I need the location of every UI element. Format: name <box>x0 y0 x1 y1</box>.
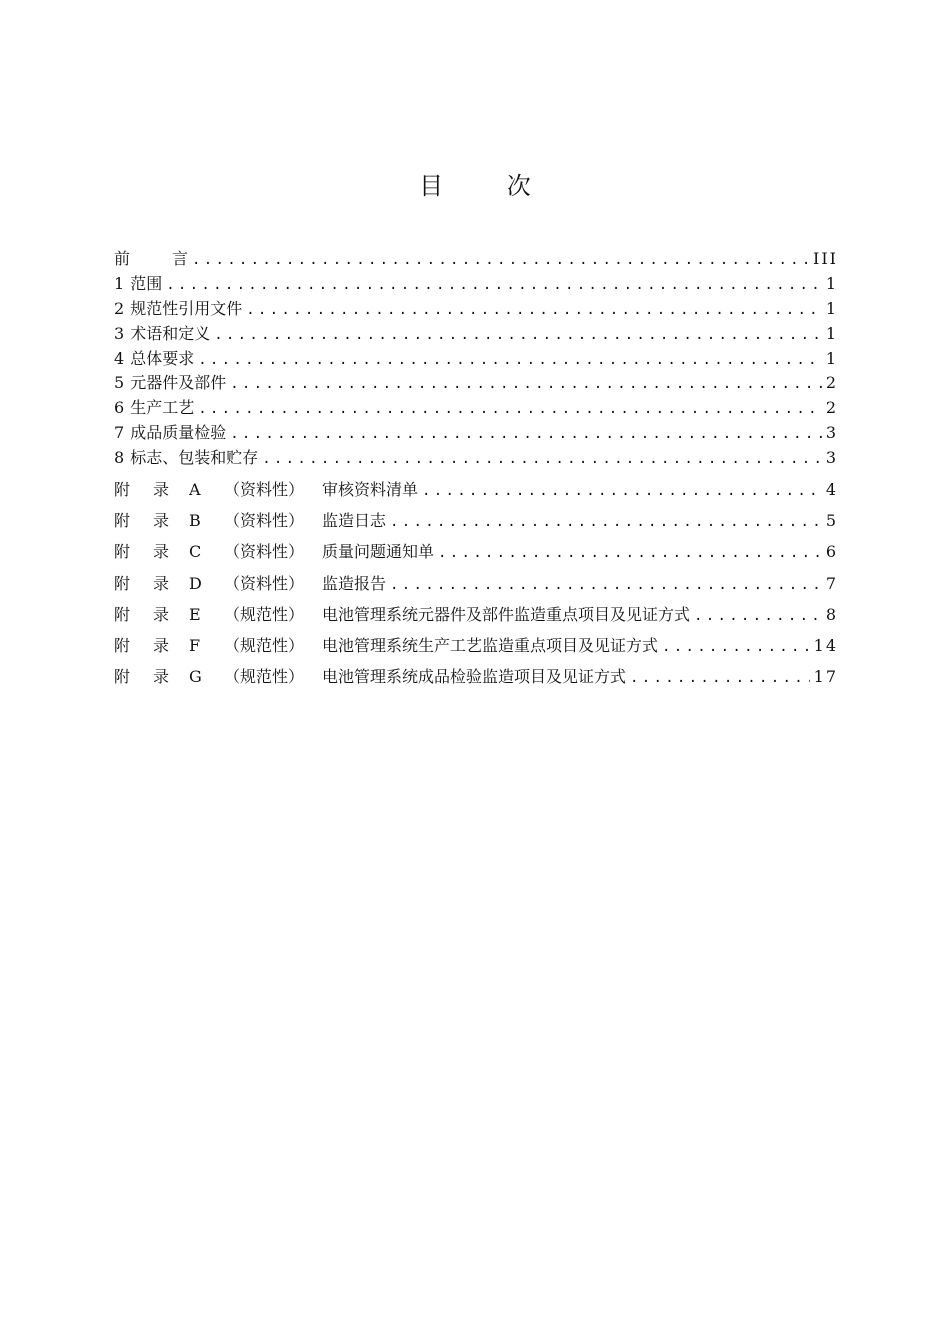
toc-entry-page: 5 <box>825 511 838 531</box>
appendix-word-2: 录 <box>153 635 170 655</box>
toc-entry-label: 监造日志 <box>322 511 387 531</box>
toc-entry-page: 1 <box>825 323 838 343</box>
toc-entry-label: 监造报告 <box>322 573 387 593</box>
toc-entry-chapter[interactable] <box>114 272 838 297</box>
toc-entry-number: 3 <box>114 323 125 343</box>
toc-entry-number: 6 <box>114 398 125 418</box>
toc-entry-appendix[interactable] <box>114 572 838 603</box>
toc-entry-label: 生产工艺 <box>130 398 195 418</box>
toc-entry-page: 17 <box>813 667 838 687</box>
appendix-prefix <box>114 509 322 533</box>
toc-entry-label: 质量问题通知单 <box>322 542 435 562</box>
appendix-type: （规范性） <box>224 667 305 687</box>
toc-entry-number: 8 <box>114 448 125 468</box>
toc-entry-page: 8 <box>825 604 838 624</box>
toc-entry-appendix[interactable] <box>114 665 838 696</box>
toc-entry-number: 4 <box>114 348 125 368</box>
toc-entry-label: 电池管理系统成品检验监造项目及见证方式 <box>322 667 627 687</box>
toc-entry-page: III <box>813 249 838 268</box>
toc-entry-page: 1 <box>825 348 838 368</box>
dot-leader <box>630 666 810 690</box>
dot-leader <box>198 348 822 372</box>
toc-entry-chapter[interactable] <box>114 446 838 471</box>
appendix-letter: C <box>189 542 202 562</box>
toc-entry-foreword[interactable] <box>114 247 838 272</box>
appendix-word-1: 附 <box>114 480 131 500</box>
dot-leader <box>230 372 822 396</box>
appendix-letter: B <box>189 511 201 531</box>
appendix-type: （规范性） <box>224 635 305 655</box>
foreword-char-2: 言 <box>172 249 189 268</box>
dot-leader <box>166 273 822 297</box>
toc-entry-number: 7 <box>114 423 125 443</box>
appendix-letter: G <box>189 667 202 687</box>
page-title: 目 次 <box>419 172 559 200</box>
toc-entry-number: 5 <box>114 373 125 393</box>
toc-entry-label: 术语和定义 <box>130 323 211 343</box>
toc-entry-chapter[interactable] <box>114 297 838 322</box>
toc-entry-number: 1 <box>114 273 125 293</box>
toc-entry-appendix[interactable] <box>114 603 838 634</box>
appendix-type: （资料性） <box>224 511 305 531</box>
toc-entry-page: 6 <box>825 542 838 562</box>
toc-entry-chapter[interactable] <box>114 371 838 396</box>
dot-leader <box>230 422 822 446</box>
dot-leader <box>246 298 822 322</box>
appendix-prefix <box>114 603 322 627</box>
dot-leader <box>192 248 809 272</box>
toc-entry-label: 总体要求 <box>130 348 195 368</box>
appendix-prefix <box>114 634 322 658</box>
toc-entry-label: 规范性引用文件 <box>130 298 243 318</box>
appendix-prefix <box>114 540 322 564</box>
toc-entry-label: 审核资料清单 <box>322 480 419 500</box>
appendix-word-2: 录 <box>153 542 170 562</box>
appendix-word-2: 录 <box>153 667 170 687</box>
appendix-prefix <box>114 478 322 502</box>
toc-entry-appendix[interactable] <box>114 478 838 509</box>
appendix-word-2: 录 <box>153 573 170 593</box>
toc-entry-chapter[interactable] <box>114 396 838 421</box>
appendix-type: （资料性） <box>224 480 305 500</box>
appendix-word-1: 附 <box>114 511 131 531</box>
toc-entry-page: 3 <box>825 423 838 443</box>
appendix-letter: D <box>189 573 202 593</box>
appendix-word-1: 附 <box>114 542 131 562</box>
toc-entry-label: 元器件及部件 <box>130 373 227 393</box>
toc-entry-label: 范围 <box>130 273 163 293</box>
appendix-prefix <box>114 572 322 596</box>
toc-entry-page: 2 <box>825 398 838 418</box>
dot-leader <box>694 604 822 628</box>
toc-entry-appendix[interactable] <box>114 509 838 540</box>
toc-entry-page: 4 <box>825 480 838 500</box>
appendix-type: （资料性） <box>224 573 305 593</box>
dot-leader <box>422 479 822 503</box>
appendix-word-2: 录 <box>153 480 170 500</box>
dot-leader <box>214 323 822 347</box>
appendix-type: （资料性） <box>224 542 305 562</box>
dot-leader <box>262 447 822 471</box>
toc-entry-page: 2 <box>825 373 838 393</box>
appendix-word-2: 录 <box>153 604 170 624</box>
dot-leader <box>390 573 822 597</box>
toc-entry-label: 电池管理系统生产工艺监造重点项目及见证方式 <box>322 635 659 655</box>
toc-entry-page: 7 <box>825 573 838 593</box>
toc-entry-label: 标志、包装和贮存 <box>130 448 259 468</box>
toc-entry-chapter[interactable] <box>114 322 838 347</box>
table-of-contents <box>114 247 838 696</box>
toc-entry-label: 电池管理系统元器件及部件监造重点项目及见证方式 <box>322 604 691 624</box>
toc-entry-appendix[interactable] <box>114 540 838 571</box>
toc-entry-appendix[interactable] <box>114 634 838 665</box>
appendix-word-1: 附 <box>114 573 131 593</box>
toc-entry-label <box>114 247 188 271</box>
dot-leader <box>662 635 810 659</box>
appendix-type: （规范性） <box>224 604 305 624</box>
toc-entry-chapter[interactable] <box>114 421 838 446</box>
appendix-word-1: 附 <box>114 667 131 687</box>
dot-leader <box>198 397 822 421</box>
appendix-letter: A <box>189 480 201 500</box>
dot-leader <box>438 541 822 565</box>
toc-entry-page: 3 <box>825 448 838 468</box>
toc-entry-page: 1 <box>825 298 838 318</box>
dot-leader <box>390 510 822 534</box>
toc-entry-page: 1 <box>825 273 838 293</box>
appendix-word-2: 录 <box>153 511 170 531</box>
appendix-letter: F <box>189 635 201 655</box>
appendix-word-1: 附 <box>114 604 131 624</box>
appendix-letter: E <box>189 604 201 624</box>
appendix-word-1: 附 <box>114 635 131 655</box>
toc-entry-page: 14 <box>813 635 838 655</box>
toc-entry-chapter[interactable] <box>114 347 838 372</box>
toc-entry-number: 2 <box>114 298 125 318</box>
foreword-char-1: 前 <box>114 249 131 268</box>
appendix-prefix <box>114 665 322 689</box>
toc-entry-label: 成品质量检验 <box>130 423 227 443</box>
